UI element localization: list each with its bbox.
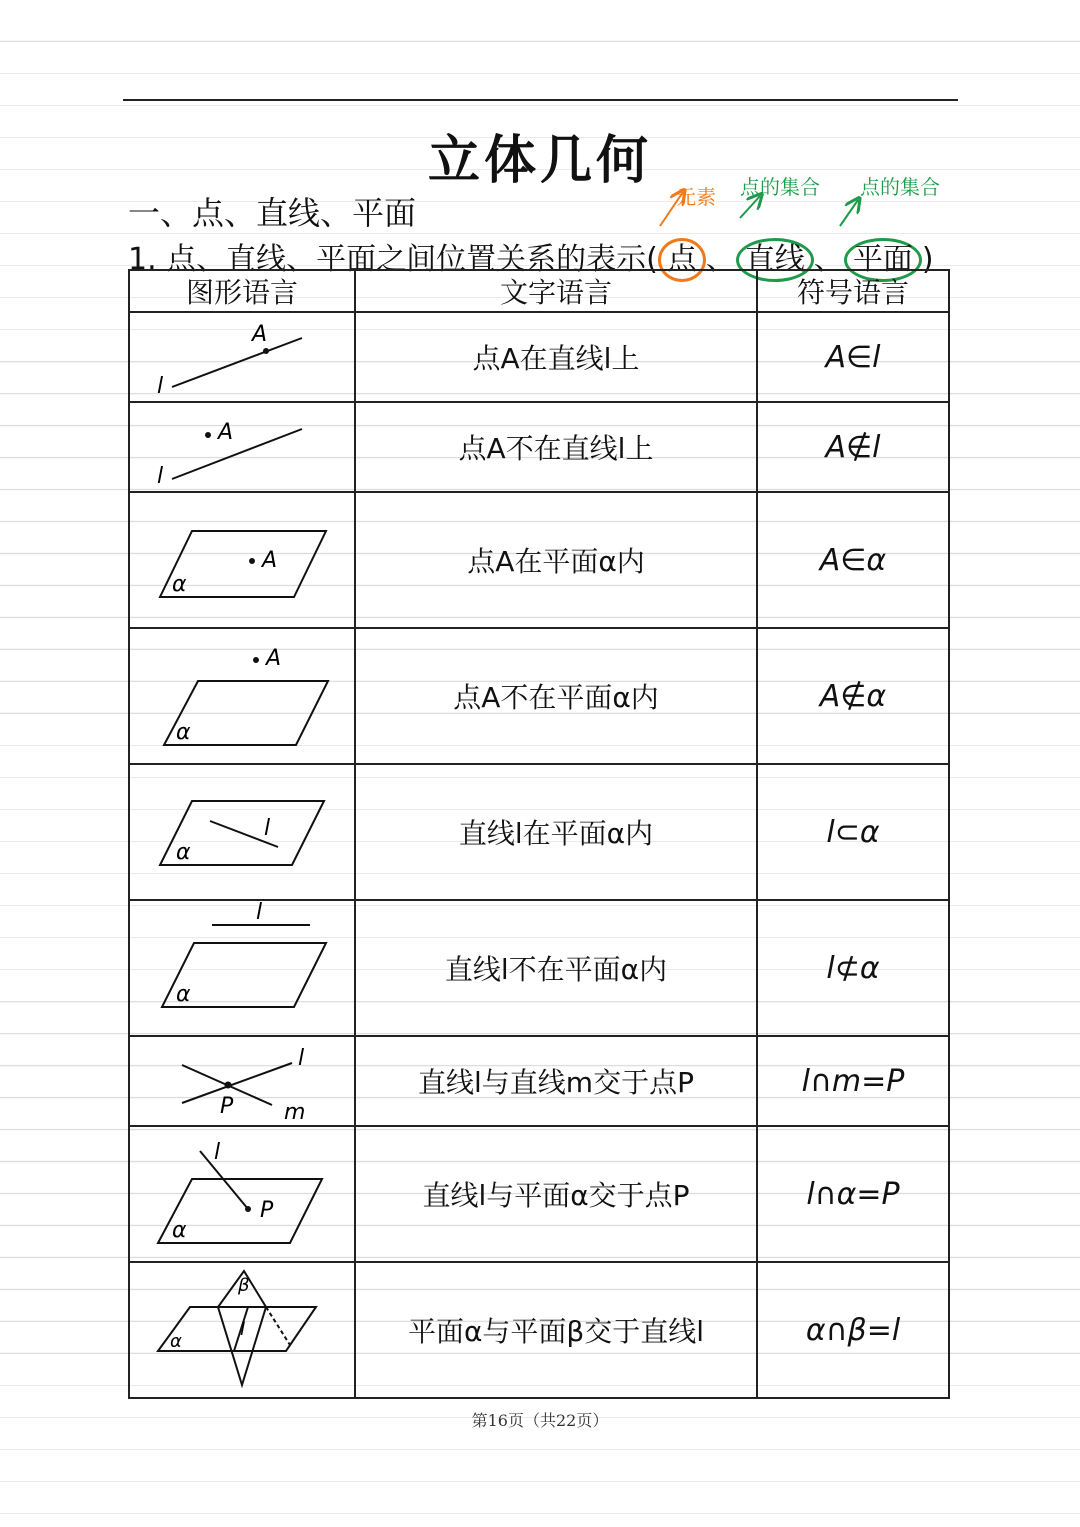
header-text: 文字语言 (355, 270, 757, 312)
table-row (129, 1036, 949, 1126)
label-l: l (214, 1140, 221, 1165)
text-cell: 直线l与直线m交于点P (355, 1036, 757, 1126)
table-row (129, 764, 949, 900)
symbol-cell: l∩m=P (757, 1036, 949, 1126)
figure-cell (129, 492, 355, 628)
symbol-cell: A∉α (757, 628, 949, 764)
figure-cell (129, 402, 355, 492)
relations-table (128, 269, 950, 1399)
figure-point-on-line (130, 313, 354, 401)
label-m: m (284, 1100, 306, 1125)
subheading-sep-1: 、 (705, 242, 736, 277)
label-p: P (220, 1094, 234, 1119)
circled-line: 直线 (736, 238, 814, 282)
figure-line-off-plane (130, 901, 354, 1035)
text-cell: 点A不在直线l上 (355, 402, 757, 492)
figure-point-in-plane (130, 493, 354, 627)
text-cell: 直线l不在平面α内 (355, 900, 757, 1036)
table-row (129, 1262, 949, 1398)
label-alpha: α (176, 720, 191, 745)
figure-line-in-plane (130, 765, 354, 899)
figure-planes-intersect (130, 1263, 354, 1397)
figure-point-off-line (130, 403, 354, 491)
page-title: 立体几何 (427, 131, 652, 191)
symbol-cell: l⊂α (757, 764, 949, 900)
table-row (129, 1126, 949, 1262)
header-figure: 图形语言 (129, 270, 355, 312)
symbol-cell: A∈α (757, 492, 949, 628)
symbol-cell: α∩β=l (757, 1262, 949, 1398)
annotation-point-set-2: 点的集合 (860, 175, 940, 199)
text-cell: 点A在直线l上 (355, 312, 757, 402)
subheading-sep-2: 、 (813, 242, 844, 277)
label-a: A (266, 646, 282, 671)
label-l: l (264, 816, 271, 841)
label-a: A (218, 420, 234, 445)
circled-plane: 平面 (844, 238, 922, 282)
annotation-element: 元素 (676, 185, 716, 209)
figure-cell (129, 764, 355, 900)
figure-cell (129, 1126, 355, 1262)
label-l: l (298, 1046, 305, 1071)
label-alpha: α (176, 840, 191, 865)
figure-cell (129, 628, 355, 764)
text-cell: 直线l在平面α内 (355, 764, 757, 900)
symbol-cell: A∉l (757, 402, 949, 492)
symbol-cell: l∩α=P (757, 1126, 949, 1262)
header-symbol: 符号语言 (757, 270, 949, 312)
figure-line-plane-intersect (130, 1127, 354, 1261)
label-a: A (252, 322, 268, 347)
figure-cell (129, 312, 355, 402)
label-alpha: α (176, 982, 191, 1007)
table-row (129, 492, 949, 628)
figure-point-off-plane (130, 629, 354, 763)
page-footer: 第16页（共22页） (471, 1411, 609, 1430)
annotation-point-set-1: 点的集合 (740, 175, 820, 199)
subheading-prefix: 1. 点、直线、平面之间位置关系的表示( (128, 242, 658, 277)
table-row (129, 900, 949, 1036)
label-l: l (256, 901, 263, 925)
circled-point: 点 (658, 238, 706, 282)
text-cell: 点A不在平面α内 (355, 628, 757, 764)
label-l: l (157, 374, 164, 399)
table-row (129, 628, 949, 764)
label-l: l (240, 1319, 246, 1340)
label-a: A (262, 548, 278, 573)
text-cell: 平面α与平面β交于直线l (355, 1262, 757, 1398)
label-alpha: α (172, 1218, 187, 1243)
label-beta: β (238, 1275, 250, 1296)
arrow-green-2 (840, 200, 858, 226)
label-alpha: α (170, 1331, 182, 1352)
table-header-row (129, 270, 949, 312)
text-cell: 点A在平面α内 (355, 492, 757, 628)
subheading-suffix: ) (921, 242, 934, 277)
table-row (129, 402, 949, 492)
figure-cell (129, 1036, 355, 1126)
section-heading: 一、点、直线、平面 (128, 194, 417, 232)
symbol-cell: l⊄α (757, 900, 949, 1036)
label-l: l (157, 464, 164, 489)
top-rule (123, 99, 958, 101)
figure-lines-intersect (130, 1037, 354, 1125)
label-p: P (260, 1198, 274, 1223)
figure-cell (129, 1262, 355, 1398)
label-alpha: α (172, 572, 187, 597)
text-cell: 直线l与平面α交于点P (355, 1126, 757, 1262)
symbol-cell: A∈l (757, 312, 949, 402)
table-row (129, 312, 949, 402)
figure-cell (129, 900, 355, 1036)
